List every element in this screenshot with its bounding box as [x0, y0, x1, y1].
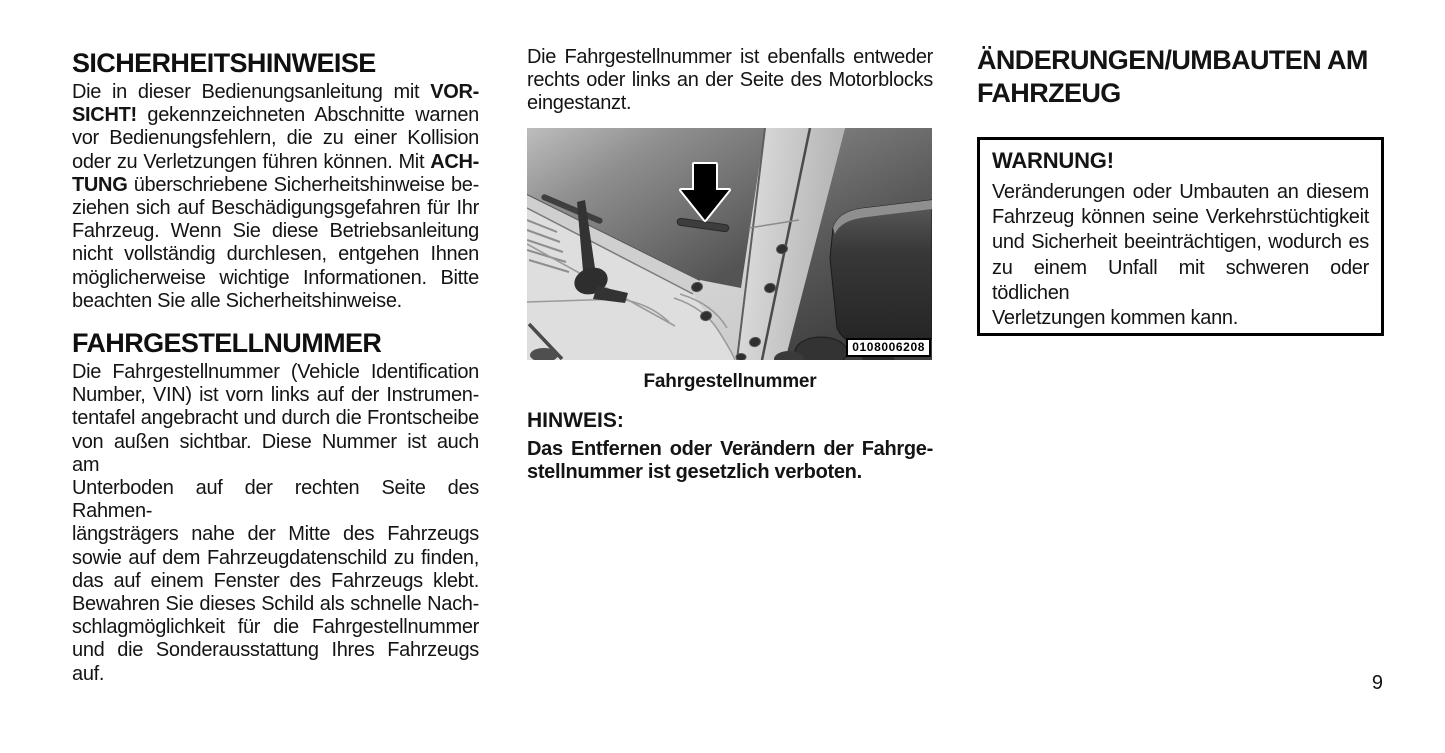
text-line: zu einem Unfall mit schweren oder tödlichen: [992, 256, 1369, 304]
column-right: [977, 44, 1384, 336]
warning-box: [977, 137, 1384, 336]
section-heading-aenderungen-line2: FAHRZEUG: [977, 78, 1121, 108]
text-line: längsträgers nahe der Mitte des Fahrzeugs: [72, 523, 479, 546]
figure-caption: Fahrgestellnummer: [643, 370, 817, 392]
text-line: stellnummer ist gesetzlich verboten.: [527, 460, 862, 483]
text-line: TUNG überschriebene Sicherheitshinweise be-: [72, 173, 479, 196]
text-line: Fahrzeug können seine Verkehrstüchtigkeit: [992, 206, 1369, 229]
figure-id-label: 0108006208: [846, 338, 931, 357]
text-line: ziehen sich auf Beschädigungsgefahren für Ihr: [72, 197, 479, 220]
note-heading: HINWEIS:: [527, 408, 624, 432]
text-line: sowie auf dem Fahrzeugdatenschild zu finden,: [72, 546, 479, 569]
text-line: von außen sichtbar. Diese Nummer ist auch am: [72, 430, 479, 476]
text-line: Die Fahrgestellnummer (Vehicle Identification: [72, 361, 479, 384]
column-left: [72, 48, 479, 686]
paragraph-vin-engine-block: [527, 46, 933, 116]
text-line: auf.: [72, 662, 105, 685]
vin-location-figure: [527, 128, 932, 360]
text-line: eingestanzt.: [527, 92, 632, 115]
text-line: rechts oder links an der Seite des Motorblocks: [527, 69, 933, 92]
text-line: beachten Sie alle Sicherheitshinweise.: [72, 289, 402, 312]
text-line: Die in dieser Bedienungsanleitung mit VOR-: [72, 81, 479, 103]
text-line: möglicherweise wichtige Informationen. Bitte: [72, 266, 479, 289]
text-line: Veränderungen oder Umbauten an diesem: [992, 181, 1369, 203]
text-line: Verletzungen kommen kann.: [992, 307, 1238, 330]
text-line: vor Bedienungsfehlern, die zu einer Kollision: [72, 127, 479, 150]
column-middle: [527, 46, 933, 484]
text-line: Fahrzeug. Wenn Sie diese Betriebsanleitung: [72, 220, 479, 243]
note-paragraph: [527, 438, 933, 484]
text-line: schlagmöglichkeit für die Fahrgestellnummer: [72, 616, 479, 639]
text-line: Das Entfernen oder Verändern der Fahrge-: [527, 437, 933, 460]
warning-paragraph: [992, 180, 1369, 331]
windshield-illustration: [527, 128, 932, 360]
text-line: oder zu Verletzungen führen können. Mit ACH-: [72, 150, 479, 173]
text-line: und die Sonderausstattung Ihres Fahrzeugs: [72, 639, 479, 662]
section-heading-sicherheitshinweise: SICHERHEITSHINWEISE: [72, 48, 376, 78]
text-line: Number, VIN) ist vorn links auf der Instrumen-: [72, 384, 479, 407]
text-line: Die Fahrgestellnummer ist ebenfalls entweder: [527, 46, 933, 68]
paragraph-fahrgestellnummer: [72, 361, 479, 686]
text-line: Bewahren Sie dieses Schild als schnelle Nach-: [72, 593, 479, 616]
section-heading-fahrgestellnummer: FAHRGESTELLNUMMER: [72, 328, 382, 359]
text-line: das auf einem Fenster des Fahrzeugs klebt.: [72, 569, 479, 592]
paragraph-sicherheitshinweise: [72, 81, 479, 313]
section-heading-aenderungen-line1: ÄNDERUNGEN/UMBAUTEN AM: [977, 45, 1368, 75]
page-number: 9: [1371, 672, 1383, 694]
text-line: und Sicherheit beeinträchtigen, wodurch es: [992, 231, 1369, 254]
text-line: tentafel angebracht und durch die Frontscheibe: [72, 407, 479, 430]
text-line: SICHT! gekennzeichneten Abschnitte warnen: [72, 104, 479, 127]
text-line: nicht vollständig durchlesen, entgehen Ihnen: [72, 243, 479, 266]
text-line: Unterboden auf der rechten Seite des Rahmen-: [72, 477, 479, 523]
warning-heading: WARNUNG!: [992, 148, 1114, 173]
side-mirror: [830, 200, 932, 360]
